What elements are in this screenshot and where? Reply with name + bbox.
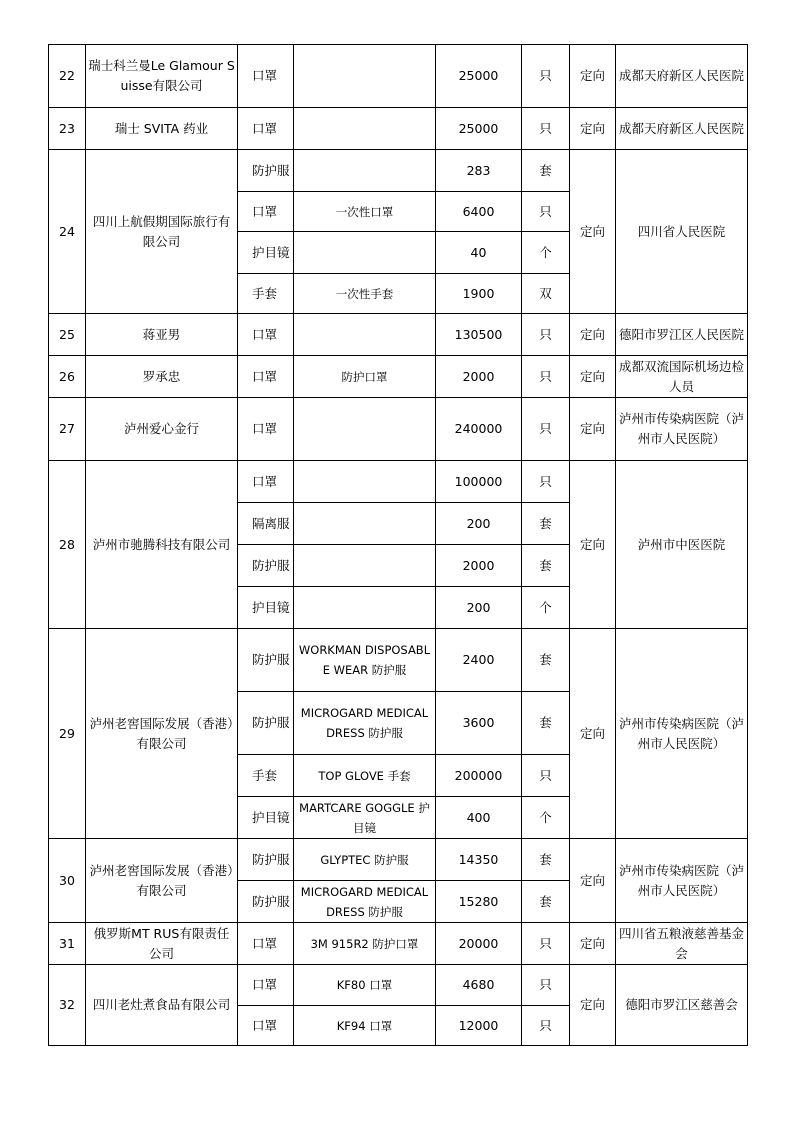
donation-method: 定向 — [570, 839, 616, 923]
donation-table — [48, 44, 748, 1046]
donor-name: 泸州爱心金行 — [86, 398, 238, 461]
item-spec: TOP GLOVE 手套 — [294, 755, 436, 797]
donation-method: 定向 — [570, 314, 616, 356]
item-quantity: 25000 — [436, 45, 522, 108]
item-type: 防护服 — [238, 150, 294, 192]
item-type: 口罩 — [238, 45, 294, 108]
item-type: 口罩 — [238, 192, 294, 232]
item-unit: 只 — [522, 965, 570, 1006]
donor-name: 俄罗斯MT RUS有限责任公司 — [86, 923, 238, 965]
item-quantity: 200 — [436, 503, 522, 545]
item-spec: GLYPTEC 防护服 — [294, 839, 436, 881]
recipient: 德阳市罗江区慈善会 — [616, 965, 748, 1046]
item-type: 口罩 — [238, 398, 294, 461]
row-number: 27 — [49, 398, 86, 461]
donation-method: 定向 — [570, 965, 616, 1046]
item-spec — [294, 587, 436, 629]
row-number: 22 — [49, 45, 86, 108]
item-type: 手套 — [238, 274, 294, 314]
donation-method: 定向 — [570, 45, 616, 108]
table-row — [49, 923, 748, 965]
recipient: 泸州市传染病医院（泸州市人民医院） — [616, 629, 748, 839]
item-spec: KF94 口罩 — [294, 1006, 436, 1046]
item-unit: 个 — [522, 587, 570, 629]
item-type: 防护服 — [238, 692, 294, 755]
item-type: 防护服 — [238, 839, 294, 881]
donor-name: 泸州老窖国际发展（香港）有限公司 — [86, 839, 238, 923]
item-unit: 只 — [522, 314, 570, 356]
item-type: 手套 — [238, 755, 294, 797]
item-quantity: 14350 — [436, 839, 522, 881]
item-type: 口罩 — [238, 314, 294, 356]
item-spec — [294, 503, 436, 545]
item-unit: 只 — [522, 45, 570, 108]
item-spec: 防护口罩 — [294, 356, 436, 398]
recipient: 泸州市传染病医院（泸州市人民医院） — [616, 839, 748, 923]
item-quantity: 1900 — [436, 274, 522, 314]
item-quantity: 20000 — [436, 923, 522, 965]
item-unit: 只 — [522, 461, 570, 503]
item-quantity: 4680 — [436, 965, 522, 1006]
item-unit: 套 — [522, 629, 570, 692]
table-row — [49, 45, 748, 108]
table-row — [49, 314, 748, 356]
item-quantity: 240000 — [436, 398, 522, 461]
donor-name: 罗承忠 — [86, 356, 238, 398]
row-number: 30 — [49, 839, 86, 923]
item-spec — [294, 150, 436, 192]
table-row — [49, 839, 748, 881]
item-spec — [294, 398, 436, 461]
item-spec: 一次性手套 — [294, 274, 436, 314]
row-number: 28 — [49, 461, 86, 629]
item-unit: 只 — [522, 755, 570, 797]
donor-name: 瑞士 SVITA 药业 — [86, 108, 238, 150]
item-spec: 3M 915R2 防护口罩 — [294, 923, 436, 965]
item-quantity: 2400 — [436, 629, 522, 692]
item-quantity: 283 — [436, 150, 522, 192]
item-quantity: 25000 — [436, 108, 522, 150]
table-row — [49, 461, 748, 503]
item-quantity: 400 — [436, 797, 522, 839]
recipient: 德阳市罗江区人民医院 — [616, 314, 748, 356]
item-type: 口罩 — [238, 461, 294, 503]
recipient: 成都双流国际机场边检人员 — [616, 356, 748, 398]
item-quantity: 2000 — [436, 545, 522, 587]
item-type: 护目镜 — [238, 797, 294, 839]
item-unit: 只 — [522, 356, 570, 398]
item-type: 口罩 — [238, 965, 294, 1006]
item-unit: 只 — [522, 108, 570, 150]
table-row — [49, 398, 748, 461]
donor-name: 四川上航假期国际旅行有限公司 — [86, 150, 238, 314]
item-quantity: 130500 — [436, 314, 522, 356]
item-unit: 个 — [522, 797, 570, 839]
item-unit: 套 — [522, 503, 570, 545]
donor-name: 瑞士科兰曼Le Glamour Suisse有限公司 — [86, 45, 238, 108]
item-spec — [294, 232, 436, 274]
row-number: 24 — [49, 150, 86, 314]
item-spec — [294, 45, 436, 108]
recipient: 泸州市传染病医院（泸州市人民医院） — [616, 398, 748, 461]
item-spec: MICROGARD MEDICAL DRESS 防护服 — [294, 692, 436, 755]
item-type: 口罩 — [238, 1006, 294, 1046]
item-quantity: 2000 — [436, 356, 522, 398]
item-spec: WORKMAN DISPOSABLE WEAR 防护服 — [294, 629, 436, 692]
item-spec — [294, 314, 436, 356]
item-spec — [294, 545, 436, 587]
item-type: 口罩 — [238, 923, 294, 965]
row-number: 32 — [49, 965, 86, 1046]
item-unit: 只 — [522, 1006, 570, 1046]
item-quantity: 6400 — [436, 192, 522, 232]
donor-name: 四川老灶煮食品有限公司 — [86, 965, 238, 1046]
item-quantity: 40 — [436, 232, 522, 274]
item-type: 护目镜 — [238, 587, 294, 629]
donor-name: 泸州老窖国际发展（香港）有限公司 — [86, 629, 238, 839]
item-unit: 双 — [522, 274, 570, 314]
item-unit: 套 — [522, 692, 570, 755]
row-number: 25 — [49, 314, 86, 356]
item-unit: 只 — [522, 192, 570, 232]
item-unit: 套 — [522, 150, 570, 192]
item-unit: 套 — [522, 839, 570, 881]
recipient: 成都天府新区人民医院 — [616, 108, 748, 150]
donation-method: 定向 — [570, 629, 616, 839]
item-spec: MICROGARD MEDICAL DRESS 防护服 — [294, 881, 436, 923]
donation-method: 定向 — [570, 108, 616, 150]
item-unit: 套 — [522, 881, 570, 923]
item-unit: 套 — [522, 545, 570, 587]
recipient: 四川省人民医院 — [616, 150, 748, 314]
table-row — [49, 965, 748, 1006]
donation-method: 定向 — [570, 923, 616, 965]
row-number: 26 — [49, 356, 86, 398]
item-spec: 一次性口罩 — [294, 192, 436, 232]
donation-method: 定向 — [570, 398, 616, 461]
table-row — [49, 150, 748, 192]
table-row — [49, 629, 748, 692]
donation-method: 定向 — [570, 461, 616, 629]
item-quantity: 100000 — [436, 461, 522, 503]
item-type: 防护服 — [238, 881, 294, 923]
row-number: 31 — [49, 923, 86, 965]
item-type: 护目镜 — [238, 232, 294, 274]
item-type: 防护服 — [238, 629, 294, 692]
item-unit: 只 — [522, 923, 570, 965]
row-number: 29 — [49, 629, 86, 839]
donor-name: 泸州市驰腾科技有限公司 — [86, 461, 238, 629]
table-row — [49, 356, 748, 398]
item-spec — [294, 108, 436, 150]
item-type: 口罩 — [238, 108, 294, 150]
item-type: 防护服 — [238, 545, 294, 587]
item-type: 口罩 — [238, 356, 294, 398]
item-quantity: 200000 — [436, 755, 522, 797]
item-quantity: 200 — [436, 587, 522, 629]
item-quantity: 3600 — [436, 692, 522, 755]
donation-method: 定向 — [570, 150, 616, 314]
item-quantity: 12000 — [436, 1006, 522, 1046]
recipient: 四川省五粮液慈善基金会 — [616, 923, 748, 965]
item-unit: 只 — [522, 398, 570, 461]
item-quantity: 15280 — [436, 881, 522, 923]
table-row — [49, 108, 748, 150]
donation-method: 定向 — [570, 356, 616, 398]
item-spec: KF80 口罩 — [294, 965, 436, 1006]
row-number: 23 — [49, 108, 86, 150]
recipient: 成都天府新区人民医院 — [616, 45, 748, 108]
donor-name: 蒋亚男 — [86, 314, 238, 356]
item-spec — [294, 461, 436, 503]
item-type: 隔离服 — [238, 503, 294, 545]
recipient: 泸州市中医医院 — [616, 461, 748, 629]
item-spec: MARTCARE GOGGLE 护目镜 — [294, 797, 436, 839]
item-unit: 个 — [522, 232, 570, 274]
